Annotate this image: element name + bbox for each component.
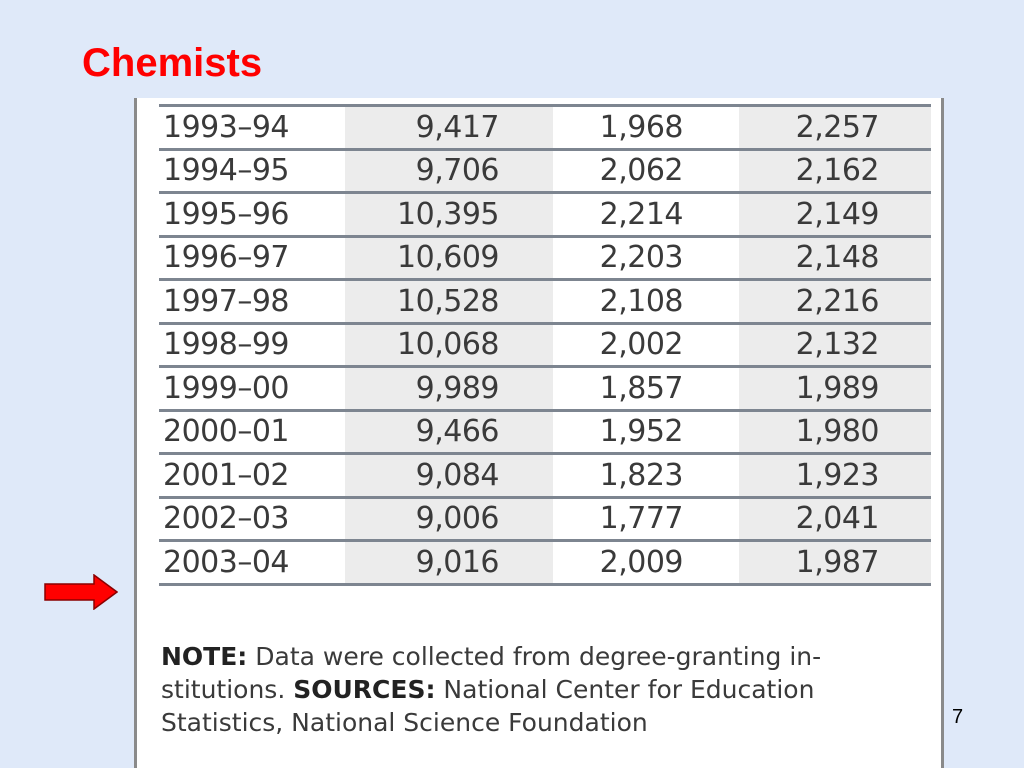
table-row (159, 151, 931, 195)
value-cell: 1,989 (739, 368, 931, 409)
value-cell: 10,395 (345, 194, 553, 235)
value-cell: 2,203 (553, 238, 739, 279)
year-cell: 1996–97 (159, 238, 345, 279)
year-cell: 2003–04 (159, 542, 345, 583)
value-cell: 2,214 (553, 194, 739, 235)
year-cell: 2000–01 (159, 412, 345, 453)
page-number: 7 (952, 706, 964, 728)
slide-title: Chemists (82, 41, 263, 85)
value-cell: 1,980 (739, 412, 931, 453)
value-cell: 2,149 (739, 194, 931, 235)
sources-label: SOURCES: (293, 675, 436, 704)
table-row (159, 412, 931, 456)
year-cell: 1995–96 (159, 194, 345, 235)
value-cell: 2,108 (553, 281, 739, 322)
value-cell: 9,417 (345, 107, 553, 148)
table-row (159, 368, 931, 412)
year-cell: 1998–99 (159, 325, 345, 366)
value-cell: 2,162 (739, 151, 931, 192)
year-cell: 1993–94 (159, 107, 345, 148)
right-arrow-icon (44, 574, 118, 610)
year-cell: 1999–00 (159, 368, 345, 409)
table-row (159, 281, 931, 325)
table-row (159, 499, 931, 543)
table-figure (134, 98, 944, 768)
value-cell: 2,041 (739, 499, 931, 540)
value-cell: 1,777 (553, 499, 739, 540)
value-cell: 1,823 (553, 455, 739, 496)
table-row (159, 542, 931, 586)
table-row (159, 107, 931, 151)
value-cell: 9,006 (345, 499, 553, 540)
value-cell: 9,706 (345, 151, 553, 192)
arrow-shape (45, 575, 117, 609)
year-cell: 1997–98 (159, 281, 345, 322)
value-cell: 1,952 (553, 412, 739, 453)
value-cell: 2,132 (739, 325, 931, 366)
value-cell: 2,009 (553, 542, 739, 583)
value-cell: 1,968 (553, 107, 739, 148)
value-cell: 9,016 (345, 542, 553, 583)
value-cell: 2,216 (739, 281, 931, 322)
table-row (159, 238, 931, 282)
value-cell: 1,923 (739, 455, 931, 496)
value-cell: 2,257 (739, 107, 931, 148)
value-cell: 2,002 (553, 325, 739, 366)
data-table (159, 104, 931, 586)
table-note (161, 640, 901, 739)
value-cell: 9,084 (345, 455, 553, 496)
value-cell: 1,987 (739, 542, 931, 583)
year-cell: 2001–02 (159, 455, 345, 496)
value-cell: 10,528 (345, 281, 553, 322)
value-cell: 9,466 (345, 412, 553, 453)
table-row (159, 455, 931, 499)
note-text: Data were collected from degree-granting in-stitutions. (161, 642, 822, 704)
value-cell: 2,148 (739, 238, 931, 279)
value-cell: 9,989 (345, 368, 553, 409)
value-cell: 10,609 (345, 238, 553, 279)
value-cell: 10,068 (345, 325, 553, 366)
sources-text: National Center for Education Statistics, National Science Foundation (161, 675, 815, 737)
year-cell: 1994–95 (159, 151, 345, 192)
table-row (159, 325, 931, 369)
value-cell: 2,062 (553, 151, 739, 192)
value-cell: 1,857 (553, 368, 739, 409)
year-cell: 2002–03 (159, 499, 345, 540)
table-row (159, 194, 931, 238)
note-label: NOTE: (161, 642, 248, 671)
